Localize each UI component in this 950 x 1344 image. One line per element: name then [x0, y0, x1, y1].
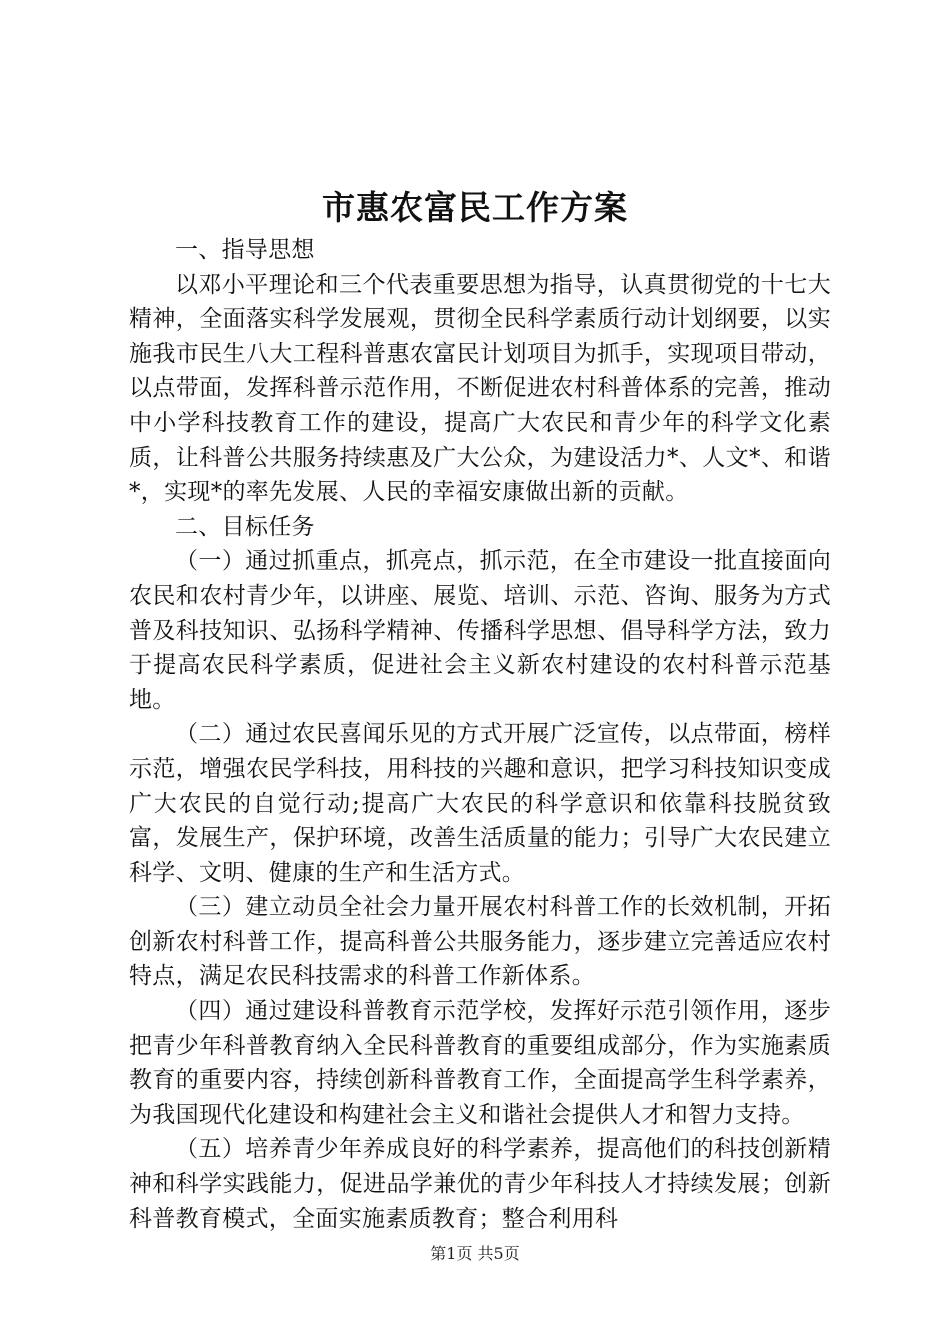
body-paragraph: （二）通过农民喜闻乐见的方式开展广泛宣传，以点带面，榜样示范，增强农民学科技，用科技的兴趣和意识，把学习科技知识变成广大农民的自觉行动;提高广大农民的科学意识和依靠科技脱贫致富，发展生产，保护环境，改善生活质量的能力；引导广大农民建立科学、文明、健康的生产和生活方式。 — [129, 721, 831, 886]
body-paragraph: （三）建立动员全社会力量开展农村科普工作的长效机制，开拓创新农村科普工作，提高科普公共服务能力，逐步建立完善适应农村特点，满足农民科技需求的科普工作新体系。 — [129, 894, 831, 990]
body-paragraph: （五）培养青少年养成良好的科学素养，提高他们的科技创新精神和科学实践能力，促进品学兼优的青少年科技人才持续发展；创新科普教育模式，全面实施素质教育；整合利用科 — [129, 1136, 831, 1232]
section-heading: 二、目标任务 — [175, 513, 315, 540]
section-heading: 一、指导思想 — [175, 237, 315, 263]
page-number-footer: 第1页 共5页 — [430, 1244, 520, 1263]
body-paragraph: 以邓小平理论和三个代表重要思想为指导，认真贯彻党的十七大精神，全面落实科学发展观，贯彻全民科学素质行动计划纲要，以实施我市民生八大工程科普惠农富民计划项目为抓手，实现项目带动，以点带面，发挥科普示范作用，不断促进农村科普体系的完善，推动中小学科技教育工作的建设，提高广大农民和青少年的科学文化素质，让科普公共服务持续惠及广大公众，为建设活力*、人文*、和谐*，实现*的率先发展、人民的幸福安康做出新的贡献。 — [129, 271, 831, 506]
document-body — [129, 233, 831, 1236]
body-paragraph: （一）通过抓重点，抓亮点，抓示范，在全市建设一批直接面向农民和农村青少年，以讲座、展览、培训、示范、咨询、服务为方式普及科技知识、弘扬科学精神、传播科学思想、倡导科学方法，致力于提高农民科学素质，促进社会主义新农村建设的农村科普示范基地。 — [129, 548, 831, 713]
body-paragraph: （四）通过建设科普教育示范学校，发挥好示范引领作用，逐步把青少年科普教育纳入全民科普教育的重要组成部分，作为实施素质教育的重要内容，持续创新科普教育工作，全面提高学生科学素养，为我国现代化建设和构建社会主义和谐社会提供人才和智力支持。 — [129, 998, 831, 1128]
document-title: 市惠农富民工作方案 — [322, 188, 628, 227]
